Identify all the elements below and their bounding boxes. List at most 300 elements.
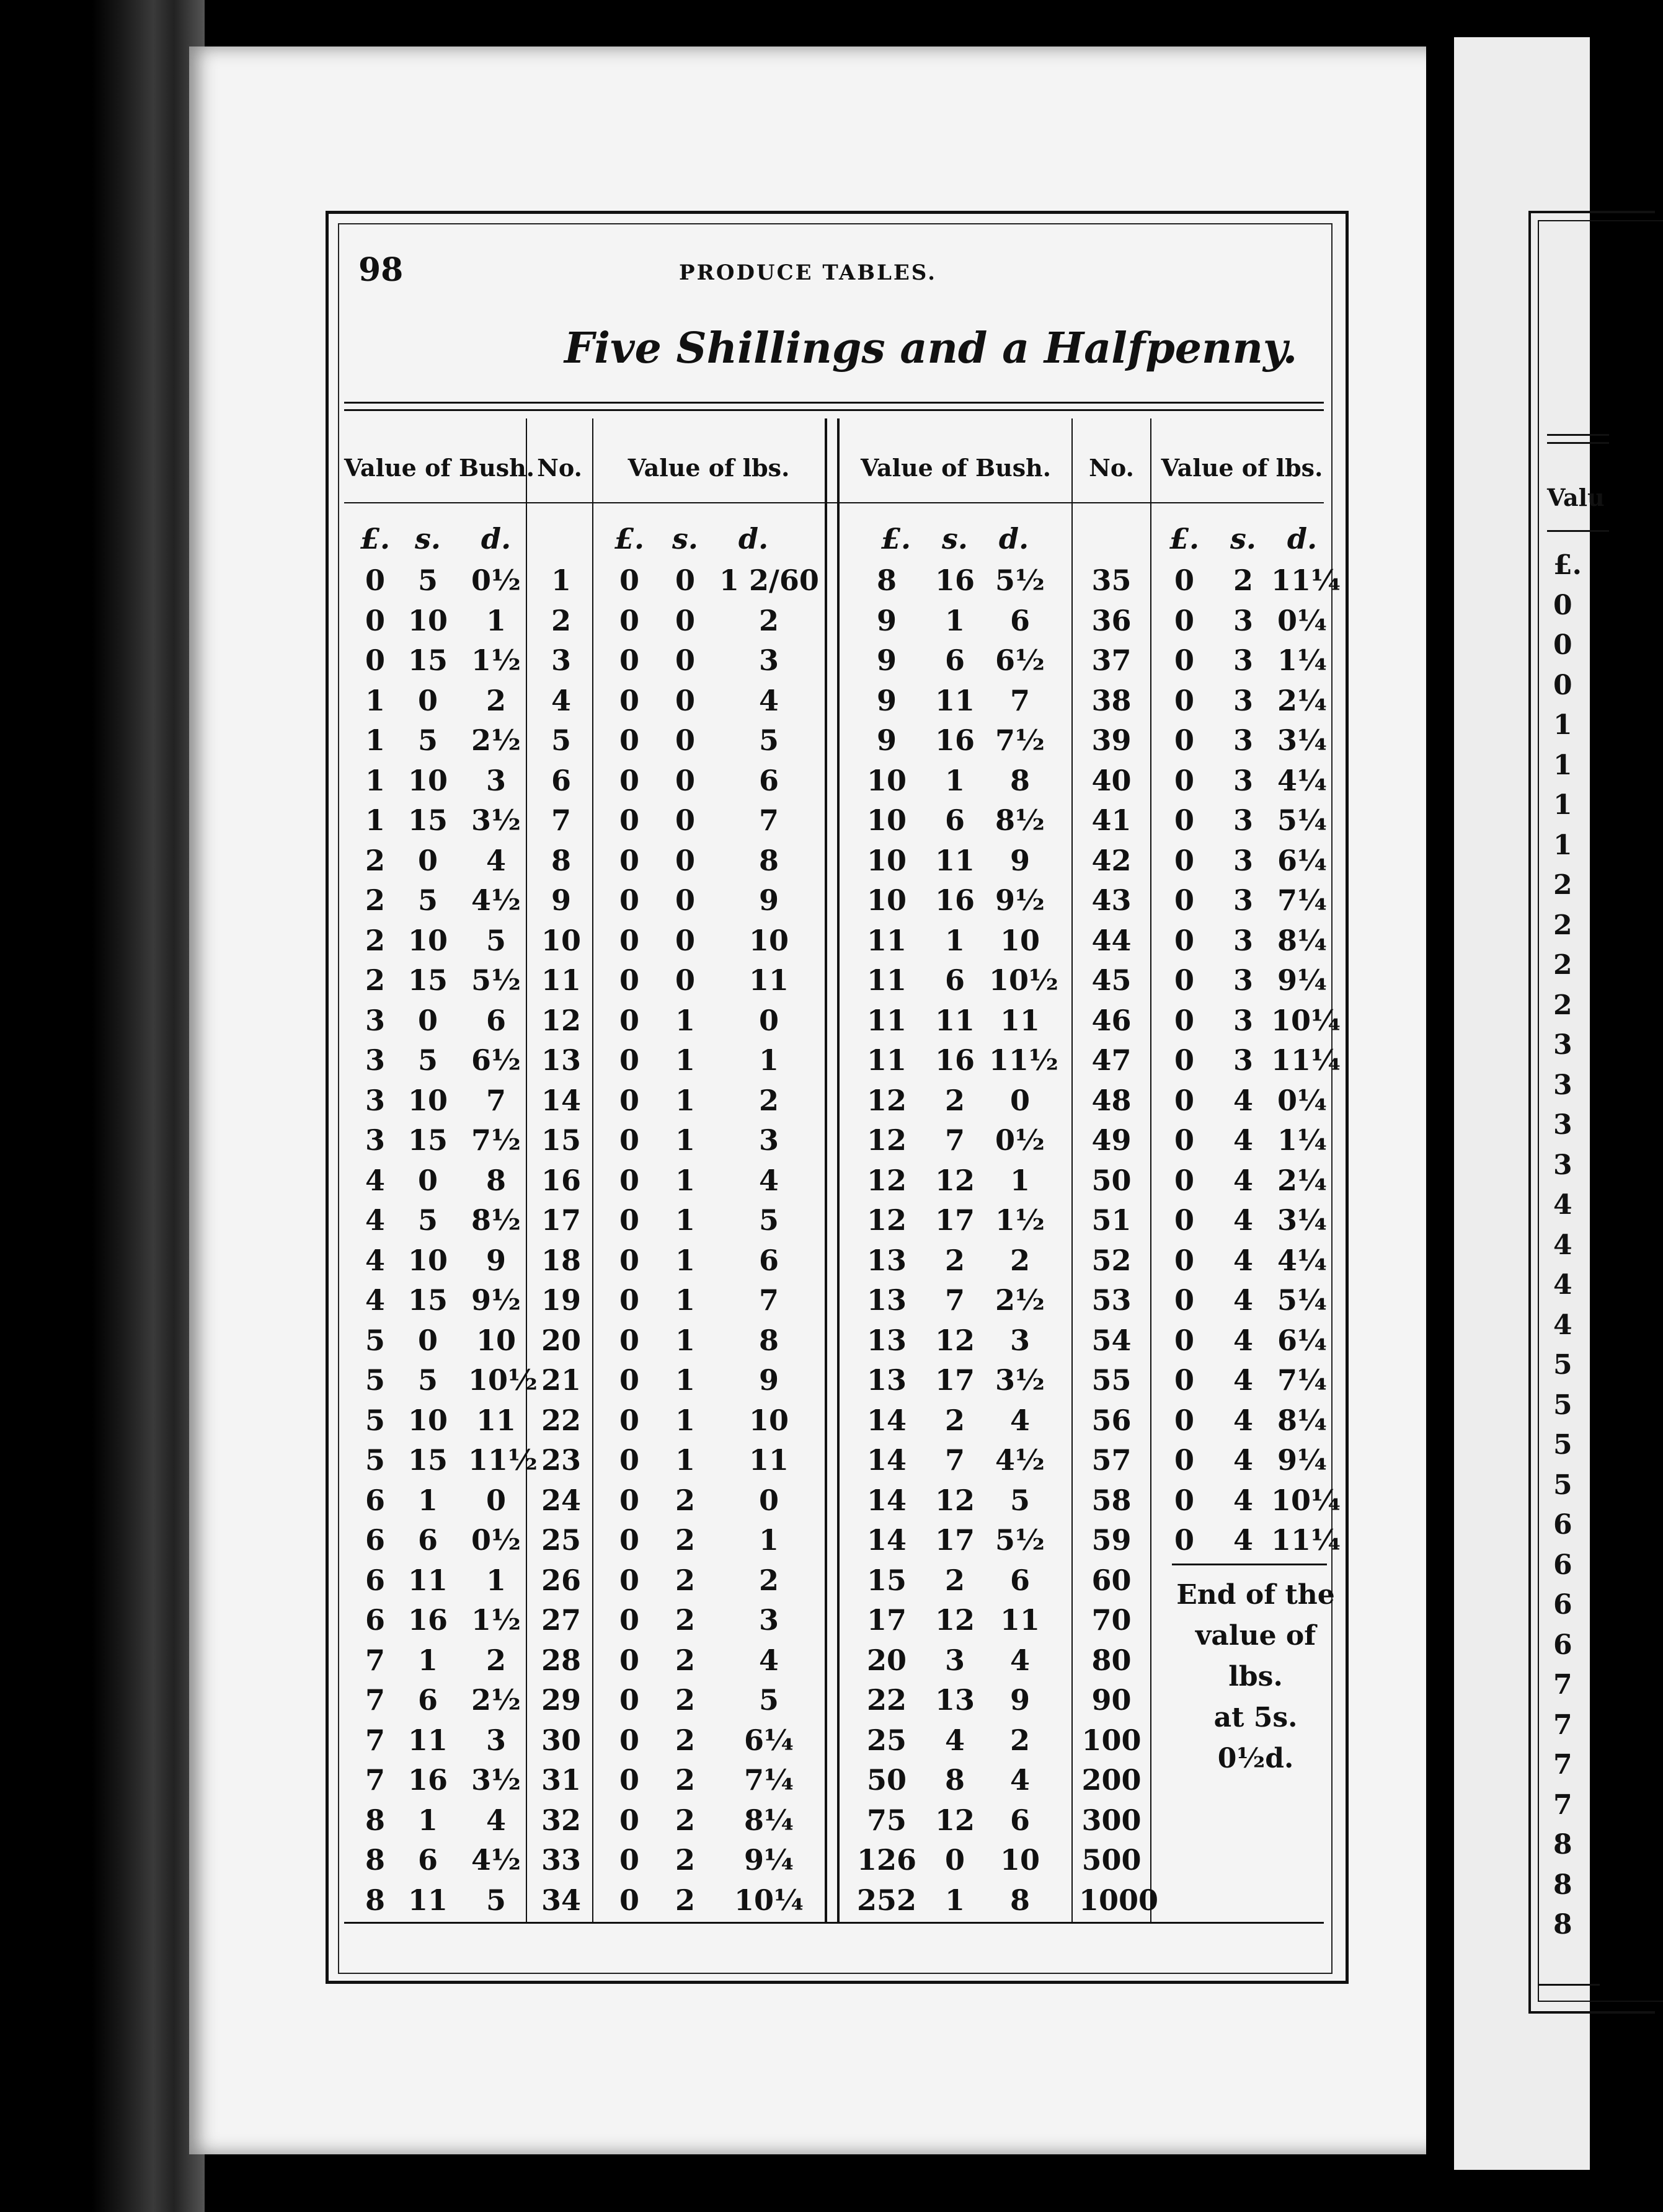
table-cell: 0 [619,723,639,757]
left-lbs-pence-column [719,560,818,1920]
table-cell: 0 [619,1483,639,1517]
table-cell: 4½ [995,1443,1045,1477]
table-cell: 5 [417,1043,438,1077]
table-cell: 7¼ [1277,1363,1327,1397]
table-cell: 3 [1233,883,1253,917]
center-double-rule [837,418,840,1922]
table-cell: 36 [1091,603,1132,637]
table-cell: 51 [1091,1203,1132,1237]
next-page-cell: 6 [1553,1629,1572,1661]
table-cell: 0 [417,683,438,717]
table-cell: 0 [1174,1363,1194,1397]
page-number: 98 [358,251,404,289]
table-cell: 0 [1174,1243,1194,1277]
table-cell: 3¼ [1277,1203,1327,1237]
table-cell: 13 [866,1283,907,1317]
table-cell: 2 [675,1683,695,1717]
table-cell: 2 [944,1243,965,1277]
table-cell: 80 [1091,1643,1132,1677]
next-page-cell: 4 [1553,1229,1572,1261]
table-cell: 0 [675,923,695,957]
table-cell: 6 [417,1523,438,1557]
table-cell: 0 [619,1283,639,1317]
table-cell: 5 [417,883,438,917]
table-cell: 0 [619,1123,639,1157]
table-cell: 3½ [995,1363,1045,1397]
table-cell: 8¼ [1277,1403,1327,1437]
table-cell: 10¼ [1271,1483,1341,1517]
next-page-cell: 1 [1553,789,1572,821]
table-cell: 0 [1174,1083,1194,1117]
table-cell: 6 [417,1683,438,1717]
table-cell: 10 [866,883,907,917]
table-cell: 11 [866,1043,907,1077]
table-cell: 6½ [995,644,1045,677]
next-page-column-fragment [1553,546,1582,1945]
header-rule-bottom [344,502,1324,503]
table-cell: 11 [407,1723,448,1757]
table-cell: 1 [675,1083,695,1117]
table-cell: 15 [407,803,448,837]
table-cell: 4 [365,1163,385,1197]
table-cell: 0 [619,1843,639,1877]
table-cell: 35 [1091,564,1132,597]
table-cell: 2 [758,1563,779,1597]
table-cell: 1 [417,1643,438,1677]
table-cell: 49 [1091,1123,1132,1157]
table-cell: 0 [619,644,639,677]
table-cell: 12 [866,1083,907,1117]
table-cell: 8 [486,1163,506,1197]
table-cell: 59 [1091,1523,1132,1557]
table-cell: 1 [365,683,385,717]
table-cell: 4 [758,683,779,717]
table-cell: 5½ [995,564,1045,597]
table-cell: 15 [407,1283,448,1317]
table-cell: 8¼ [1277,923,1327,957]
table-cell: 1 [365,763,385,797]
table-cell: 5¼ [1277,1283,1327,1317]
table-cell: 2 [675,1563,695,1597]
table-cell: 10½ [989,963,1058,997]
table-cell: 8 [551,843,571,877]
page-title: Five Shillings and a Halfpenny. [564,324,1298,373]
table-cell: 25 [866,1723,907,1757]
table-cell: 4 [1233,1243,1253,1277]
next-page-edge [1454,37,1605,2170]
table-cell: 13 [866,1323,907,1357]
table-cell: 14 [866,1403,907,1437]
next-page-header-fragment: Valu [1547,484,1605,511]
table-cell: 3¼ [1277,723,1327,757]
table-cell: 38 [1091,683,1132,717]
table-cell: 0 [417,1163,438,1197]
table-cell: 1 2/60 [719,564,819,597]
table-cell: 0 [619,1003,639,1037]
table-cell: 2 [365,923,385,957]
table-cell: 7 [758,1283,779,1317]
table-cell: 2 [944,1083,965,1117]
table-cell: 11 [541,963,581,997]
table-cell: 9 [1009,843,1030,877]
column-rule [592,418,593,1922]
table-cell: 27 [541,1603,581,1637]
table-cell: 6 [365,1563,385,1597]
table-cell: 10½ [468,1363,538,1397]
table-cell: 41 [1091,803,1132,837]
table-cell: 1 [675,1363,695,1397]
right-lbs-shillings-column [1225,560,1262,1560]
table-cell: 0 [417,1323,438,1357]
table-cell: 1¼ [1277,644,1327,677]
table-cell: 0 [619,1203,639,1237]
table-cell: 2 [675,1883,695,1917]
table-cell: 4¼ [1277,763,1327,797]
next-page-rule [1547,530,1609,532]
table-cell: 43 [1091,883,1132,917]
table-cell: 0 [619,843,639,877]
table-cell: 0 [1174,1003,1194,1037]
table-cell: 0 [675,683,695,717]
table-cell: 6 [551,763,571,797]
table-cell: 5 [417,723,438,757]
table-cell: 200 [1081,1763,1142,1797]
table-cell: 0½ [471,1523,521,1557]
table-cell: 11 [866,963,907,997]
table-cell: 6 [1009,1563,1030,1597]
table-cell: 0 [619,1763,639,1797]
table-cell: 7¼ [1277,883,1327,917]
table-cell: 7 [944,1123,965,1157]
header-value-of-lbs-right: Value of lbs. [1161,454,1323,482]
table-cell: 0 [365,603,385,637]
table-cell: 252 [856,1883,917,1917]
table-cell: 1 [551,564,571,597]
table-cell: 5 [417,1203,438,1237]
table-cell: 4 [1233,1323,1253,1357]
table-cell: 1 [758,1523,779,1557]
table-cell: 3 [365,1123,385,1157]
table-cell: 8 [365,1883,385,1917]
table-cell: 1 [675,1283,695,1317]
table-cell: 6¼ [744,1723,794,1757]
table-cell: 5½ [471,963,521,997]
table-cell: 8 [944,1763,965,1797]
table-cell: 6 [944,963,965,997]
table-cell: 11¼ [1271,564,1341,597]
table-cell: 2 [1009,1243,1030,1277]
next-page-cell: 2 [1553,989,1572,1021]
table-cell: 0 [619,963,639,997]
next-page-cell: 4 [1553,1269,1572,1301]
table-cell: 4 [486,1803,506,1837]
end-note-line: value of lbs. [1195,1620,1316,1692]
table-cell: 2 [486,683,506,717]
currency-shillings: s. [1230,522,1256,555]
table-cell: 2 [1009,1723,1030,1757]
currency-shillings: s. [415,522,441,555]
table-cell: 0 [1174,843,1194,877]
table-cell: 1 [675,1243,695,1277]
table-cell: 1 [944,923,965,957]
table-cell: 0 [619,923,639,957]
table-cell: 0 [675,883,695,917]
table-cell: 3 [1233,1003,1253,1037]
table-cell: 1 [675,1203,695,1237]
next-page-cell: 4 [1553,1189,1572,1221]
table-cell: 0 [1174,723,1194,757]
table-cell: 32 [541,1803,581,1837]
table-cell: 7 [365,1683,385,1717]
table-cell: 4 [1233,1483,1253,1517]
table-cell: 0 [1174,1323,1194,1357]
table-cell: 0 [619,1083,639,1117]
table-cell: 0 [1174,1443,1194,1477]
table-cell: 3 [1233,644,1253,677]
table-cell: 2 [675,1723,695,1757]
table-cell: 9 [876,603,897,637]
table-cell: 3 [1233,963,1253,997]
table-cell: 1 [675,1443,695,1477]
table-cell: 4 [1233,1163,1253,1197]
table-cell: 0 [619,1363,639,1397]
table-cell: 7 [944,1443,965,1477]
table-cell: 3 [1233,843,1253,877]
table-cell: 8½ [995,803,1045,837]
currency-pence: d. [1287,522,1318,555]
next-page-cell: 6 [1553,1509,1572,1541]
table-cell: 4 [1233,1523,1253,1557]
table-cell: 1¼ [1277,1123,1327,1157]
table-cell: 3 [758,644,779,677]
table-cell: 5½ [995,1523,1045,1557]
table-cell: 0 [1174,1043,1194,1077]
table-cell: 8 [758,843,779,877]
currency-shillings: s. [942,522,968,555]
table-cell: 7½ [995,723,1045,757]
currency-pence: d. [998,522,1029,555]
table-cell: 8 [758,1323,779,1357]
table-cell: 2 [365,963,385,997]
table-cell: 0 [675,723,695,757]
table-cell: 0 [675,963,695,997]
table-cell: 0 [619,1163,639,1197]
table-cell: 48 [1091,1083,1132,1117]
table-cell: 18 [541,1243,581,1277]
table-cell: 0 [417,843,438,877]
table-cell: 50 [1091,1163,1132,1197]
book-gutter [1426,37,1457,2170]
table-cell: 10 [407,1403,448,1437]
table-cell: 13 [541,1043,581,1077]
table-cell: 37 [1091,644,1132,677]
table-cell: 14 [866,1483,907,1517]
table-cell: 8 [1009,1883,1030,1917]
left-bush-pounds-column [357,560,394,1920]
table-cell: 9 [876,723,897,757]
table-cell: 0 [1174,803,1194,837]
table-cell: 11 [934,843,975,877]
table-cell: 12 [934,1323,975,1357]
table-cell: 6½ [471,1043,521,1077]
table-cell: 0 [1174,1403,1194,1437]
table-cell: 15 [407,1123,448,1157]
header-rule-top [344,402,1324,404]
table-cell: 0 [1174,1203,1194,1237]
table-cell: 4 [486,843,506,877]
table-cell: 11 [407,1883,448,1917]
table-cell: 0 [619,1043,639,1077]
table-cell: 42 [1091,843,1132,877]
table-cell: 13 [866,1243,907,1277]
table-cell: 14 [866,1443,907,1477]
table-cell: 0 [1174,1163,1194,1197]
table-cell: 0 [1174,1283,1194,1317]
table-cell: 2 [486,1643,506,1677]
currency-pounds: £. [614,522,645,555]
table-cell: 45 [1091,963,1132,997]
table-cell: 4 [365,1203,385,1237]
table-cell: 0 [417,1003,438,1037]
table-cell: 0 [365,564,385,597]
table-cell: 0 [675,564,695,597]
table-cell: 3 [365,1043,385,1077]
table-cell: 10 [407,1243,448,1277]
table-cell: 2 [551,603,571,637]
table-cell: 4½ [471,1843,521,1877]
table-cell: 16 [934,883,975,917]
table-cell: 1 [675,1123,695,1157]
table-cell: 58 [1091,1483,1132,1517]
table-cell: 4 [365,1243,385,1277]
header-value-of-lbs: Value of lbs. [628,454,790,482]
table-cell: 6 [1009,603,1030,637]
table-cell: 0 [619,1603,639,1637]
table-cell: 11 [866,1003,907,1037]
table-cell: 10 [1000,1843,1040,1877]
table-cell: 7 [551,803,571,837]
table-cell: 16 [934,564,975,597]
table-cell: 20 [866,1643,907,1677]
left-bush-pence-column [468,560,538,1920]
next-page-cell: 7 [1553,1749,1572,1781]
table-cell: 12 [866,1163,907,1197]
currency-pounds: £. [1169,522,1200,555]
table-cell: 9 [1009,1683,1030,1717]
table-cell: 0 [675,843,695,877]
table-cell: 4 [1009,1763,1030,1797]
table-cell: 5 [365,1323,385,1357]
table-cell: 0 [619,1643,639,1677]
table-cell: 0 [1009,1083,1030,1117]
table-cell: 9½ [471,1283,521,1317]
table-cell: 4 [1233,1283,1253,1317]
table-cell: 19 [541,1283,581,1317]
table-cell: 10 [866,763,907,797]
right-lbs-pence-column [1271,560,1341,1560]
table-cell: 50 [866,1763,907,1797]
table-cell: 31 [541,1763,581,1797]
table-cell: 8 [365,1843,385,1877]
table-cell: 11 [934,1003,975,1037]
next-page-cell: 0 [1553,629,1572,661]
table-cell: 3 [365,1003,385,1037]
table-cell: 10¼ [734,1883,804,1917]
table-cell: 10 [748,923,789,957]
table-bottom-rule [344,1922,1324,1924]
table-cell: 7 [758,803,779,837]
table-cell: 4¼ [1277,1243,1327,1277]
table-cell: 10 [541,923,581,957]
next-page-cell: 5 [1553,1469,1572,1501]
table-cell: 4 [1233,1363,1253,1397]
table-cell: 5 [417,1363,438,1397]
table-cell: 0 [619,1683,639,1717]
table-cell: 8¼ [744,1803,794,1837]
next-page-cell: 1 [1553,749,1572,781]
table-cell: 12 [934,1483,975,1517]
right-lbs-pounds-column [1166,560,1203,1560]
table-cell: 0 [619,564,639,597]
table-cell: 34 [541,1883,581,1917]
table-cell: 3 [1233,683,1253,717]
table-cell: 3 [1233,1043,1253,1077]
right-bush-pounds-column [856,560,918,1920]
table-cell: 16 [407,1603,448,1637]
next-page-cell: 7 [1553,1789,1572,1821]
table-cell: 3 [1233,803,1253,837]
table-cell: 6 [365,1523,385,1557]
table-cell: 0 [619,1243,639,1277]
table-cell: 2 [675,1763,695,1797]
table-cell: 12 [934,1803,975,1837]
table-cell: 6 [758,763,779,797]
table-cell: 1000 [1079,1883,1159,1917]
table-cell: 57 [1091,1443,1132,1477]
table-cell: 15 [407,1443,448,1477]
table-cell: 5 [758,1683,779,1717]
end-of-lbs-note [1172,1575,1339,1779]
table-cell: 0 [1174,1523,1194,1557]
table-cell: 6¼ [1277,1323,1327,1357]
table-cell: 0 [1174,1123,1194,1157]
next-page-currency: £. [1553,549,1582,581]
right-number-column [1079,560,1159,1920]
table-cell: 30 [541,1723,581,1757]
header-value-of-bush-right: Value of Bush. [860,454,1051,482]
table-cell: 0 [675,763,695,797]
table-cell: 10 [407,1083,448,1117]
table-cell: 0 [1174,923,1194,957]
table-cell: 13 [866,1363,907,1397]
table-cell: 9¼ [744,1843,794,1877]
table-cell: 5 [486,1883,506,1917]
table-cell: 3 [365,1083,385,1117]
table-cell: 6 [944,644,965,677]
table-cell: 3 [486,763,506,797]
header-rule-top-2 [344,409,1324,411]
table-cell: 14 [541,1083,581,1117]
table-cell: 7 [365,1723,385,1757]
table-cell: 11½ [468,1443,538,1477]
table-cell: 20 [541,1323,581,1357]
table-cell: 3 [1233,763,1253,797]
right-bush-pence-column [989,560,1058,1920]
table-cell: 1½ [471,1603,521,1637]
table-cell: 5¼ [1277,803,1327,837]
column-rule [1071,418,1073,1922]
table-cell: 23 [541,1443,581,1477]
